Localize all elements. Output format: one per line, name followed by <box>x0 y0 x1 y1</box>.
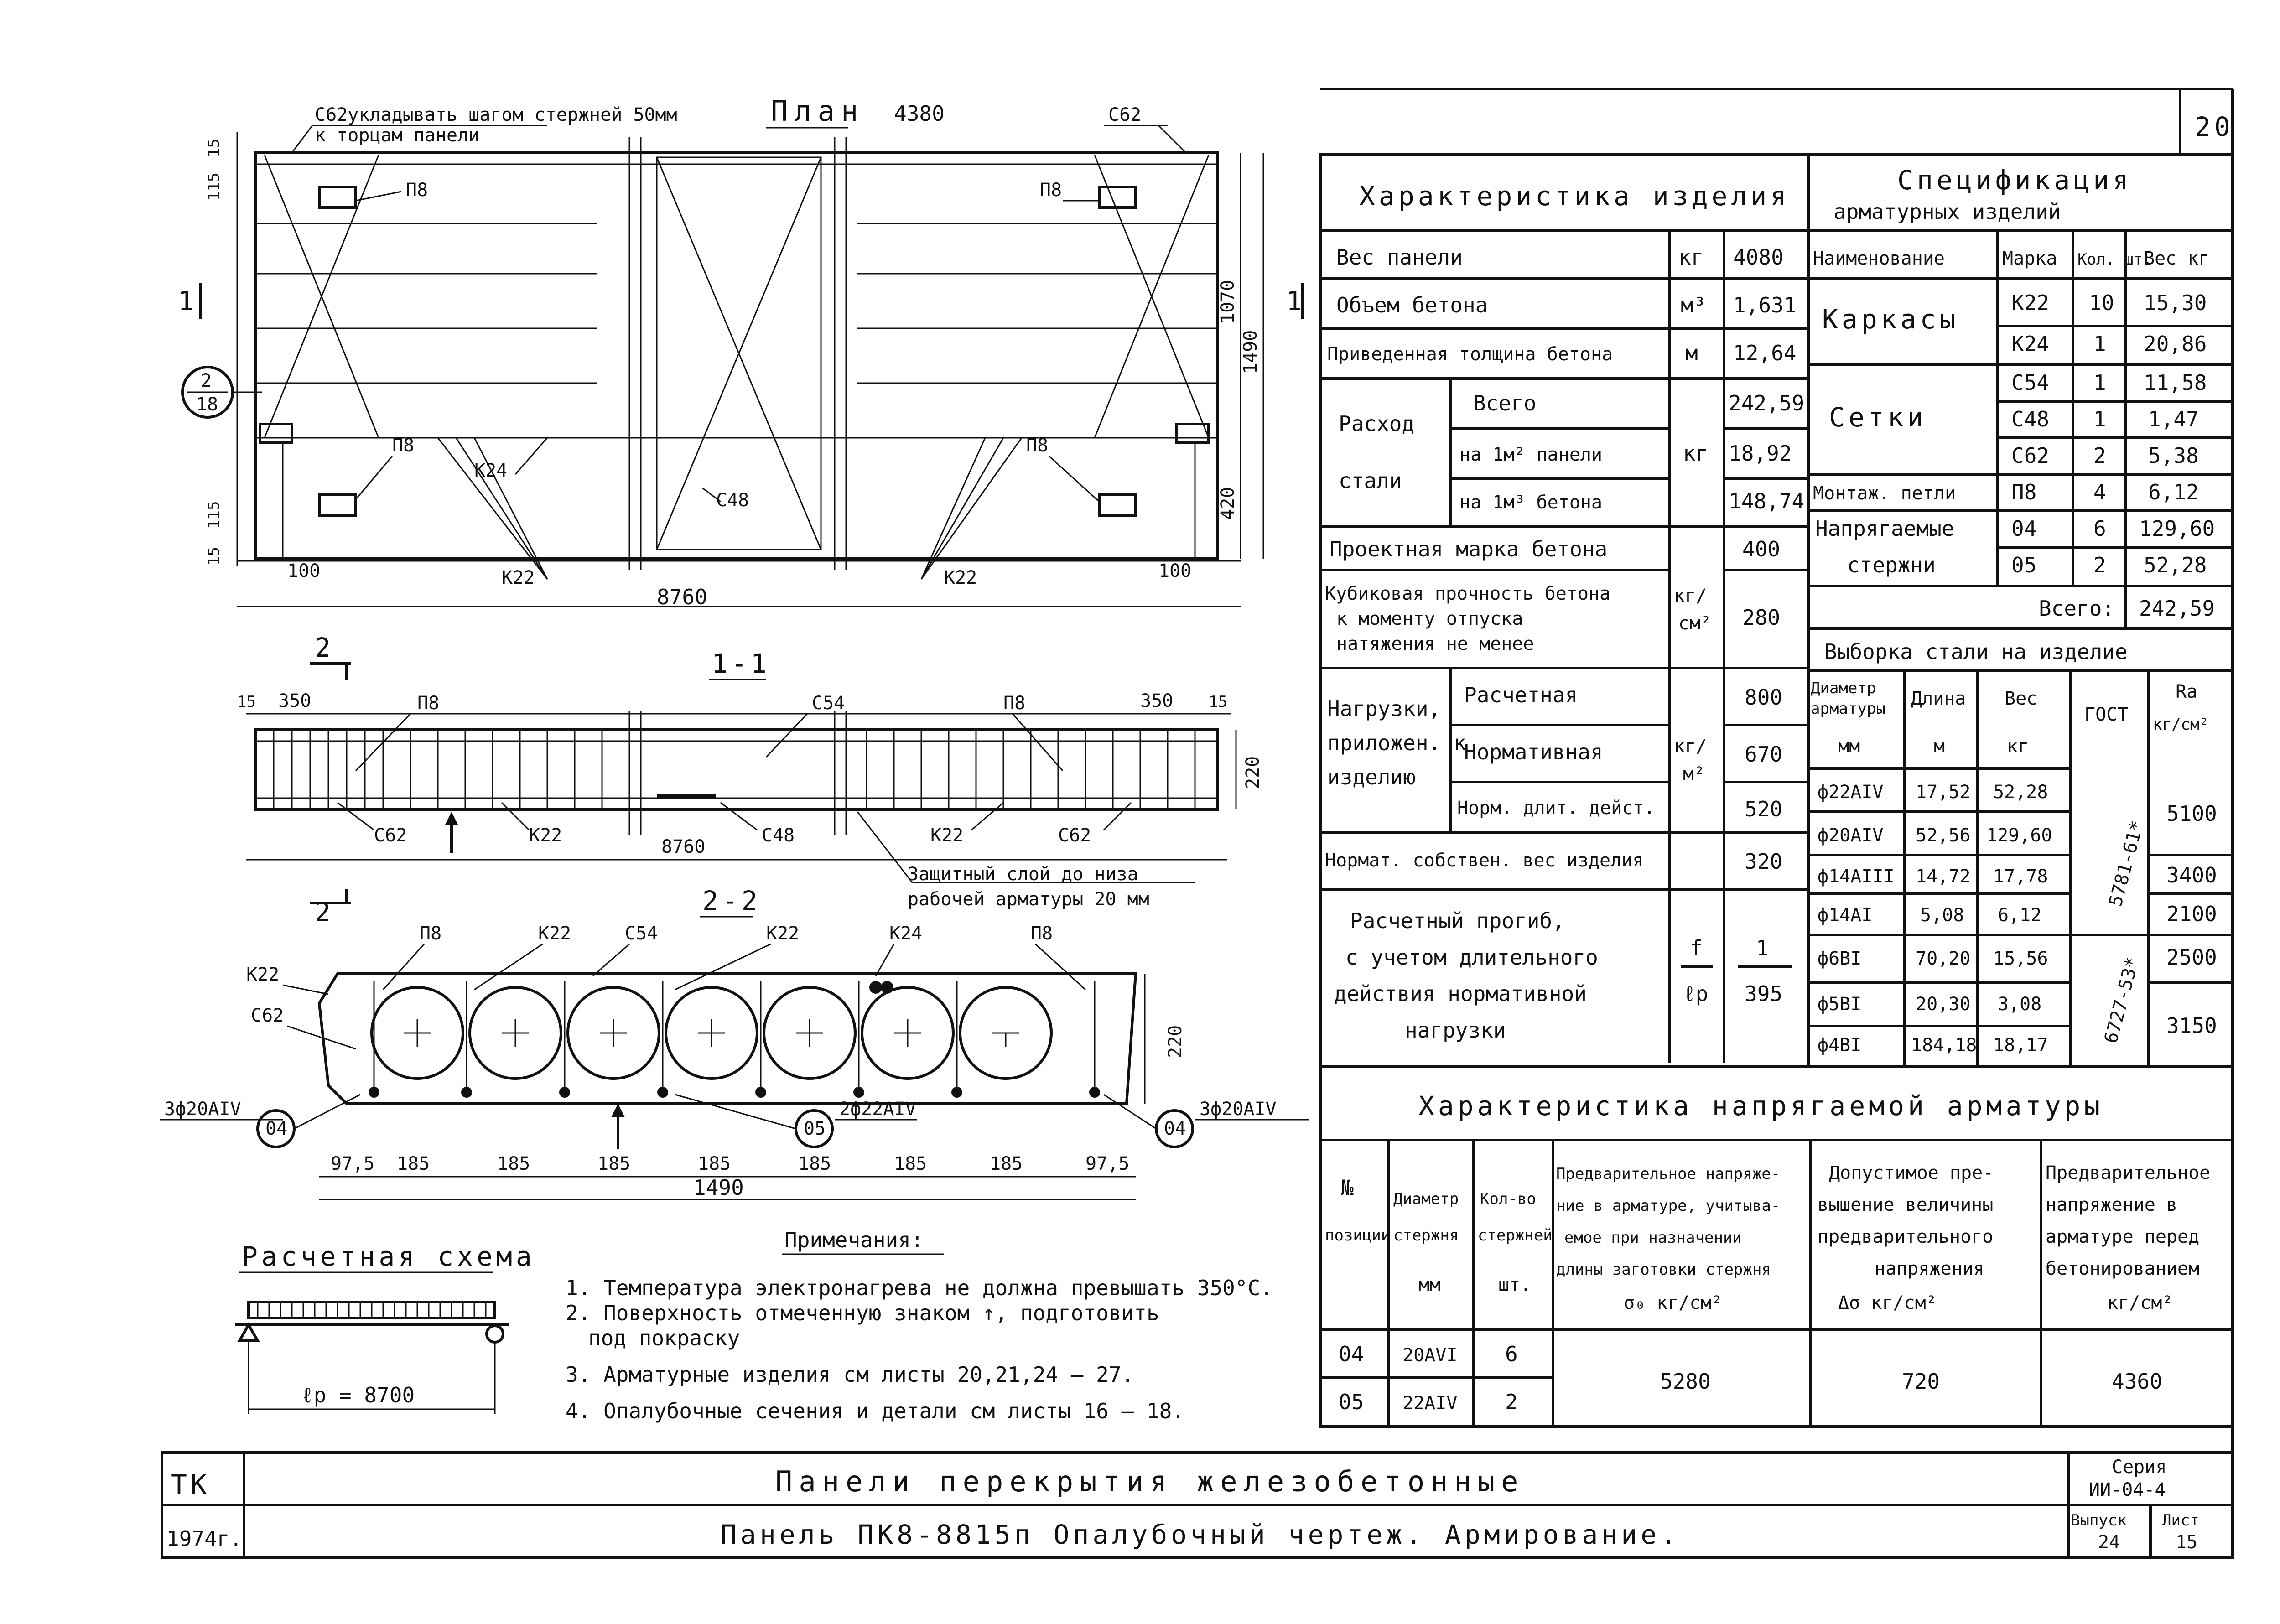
spec-header-mark: Марка <box>2002 248 2057 269</box>
steel-total-name: Всего <box>1473 391 1537 415</box>
title-issue-label: Выпуск <box>2071 1511 2127 1530</box>
deflection-unit-bot: ℓp <box>1683 981 1709 1006</box>
steel-row2-weight: 17,78 <box>1993 866 2048 887</box>
spec-k24-mark: К24 <box>2011 332 2050 356</box>
prestress-row1-diam: 22АIV <box>1402 1393 1458 1414</box>
notes <box>566 1228 1273 1423</box>
prestress-row1-pos: 05 <box>1339 1390 1364 1414</box>
plan-section-mark-right: 1 <box>1286 285 1306 316</box>
grade-value: 400 <box>1742 537 1781 561</box>
title-issue: 24 <box>2098 1532 2120 1553</box>
spec-total-label: Всего: <box>2039 596 2115 621</box>
spec-header-name: Наименование <box>1813 248 1945 269</box>
section22-ribs-cages <box>374 981 1095 1095</box>
title-main: Панели перекрытия железобетонные <box>775 1465 1525 1498</box>
note-2b: под покраску <box>588 1326 740 1350</box>
section22-label-p8-left: П8 <box>420 923 442 944</box>
plan-dim-100-left: 100 <box>287 560 321 581</box>
steel-gost1: 5781-61* <box>2105 818 2148 909</box>
section22-dim-8: 97,5 <box>1085 1153 1130 1174</box>
section22-total: 1490 <box>693 1175 744 1200</box>
prestress-title: Характеристика напрягаемой арматуры <box>1418 1090 2104 1121</box>
spec-k22-mark: К22 <box>2011 291 2050 315</box>
note-1: 1. Температура электронагрева не должна превышать 350°С. <box>566 1276 1273 1300</box>
steel-row0-diam: ф22АIV <box>1818 782 1884 803</box>
plan-detail-bottom: 18 <box>196 394 218 415</box>
row-volume-value: 1,631 <box>1733 293 1797 317</box>
prestress-header-ds-5: Δσ кг/см² <box>1838 1292 1937 1313</box>
section22-pos04-left: 04 <box>265 1118 288 1139</box>
section22-label-p8-right: П8 <box>1031 923 1053 944</box>
load-design-value: 800 <box>1745 685 1783 710</box>
scheme-support-left <box>239 1325 258 1341</box>
plan-label-p8-bl: П8 <box>392 435 415 456</box>
steel-row0-length: 17,52 <box>1916 782 1971 803</box>
steel-ra-2: 2100 <box>2166 902 2217 926</box>
section22-mid-bars: 2ф22АIV <box>839 1099 916 1120</box>
plan-dim-8760: 8760 <box>657 585 707 609</box>
cube-line1: Кубиковая прочность бетона <box>1325 583 1611 604</box>
spec-c48-qty: 1 <box>2093 407 2106 431</box>
title-year: 1974г. <box>166 1526 243 1551</box>
steel-per-m3-name: на 1м³ бетона <box>1459 492 1603 513</box>
title-org: ТК <box>171 1469 210 1500</box>
plan-label-p8-tr: П8 <box>1040 180 1062 201</box>
steel-header-diam-2: арматуры <box>1811 700 1885 718</box>
plan-label-p8-tl: П8 <box>406 180 428 201</box>
steel-row4-length: 70,20 <box>1916 948 1971 969</box>
scheme-load-hatching <box>258 1302 486 1318</box>
note-2: 2. Поверхность отмеченную знаком ↑, подготовить <box>566 1301 1159 1325</box>
title-series: ИИ-04-4 <box>2089 1479 2166 1500</box>
section22-title: 2-2 <box>702 885 761 916</box>
deflection-line1: Расчетный прогиб, <box>1350 908 1565 933</box>
steel-row2-diam: ф14АIII <box>1818 866 1895 887</box>
section11-dim-15-left: 15 <box>237 693 256 711</box>
load-design-name: Расчетная <box>1464 683 1578 707</box>
plan-title: План <box>771 94 865 128</box>
prestress-header-qty-1: Кол-во <box>1480 1190 1536 1208</box>
steel-row5-weight: 3,08 <box>1998 994 2042 1015</box>
steel-row4-diam: ф6ВI <box>1818 948 1862 969</box>
steel-table <box>1808 628 2233 1066</box>
prestress-header-ds-1: Допустимое пре- <box>1829 1162 1994 1183</box>
section22-pos04-right: 04 <box>1164 1118 1186 1139</box>
cube-value: 280 <box>1742 605 1781 630</box>
spec-c62-weight: 5,38 <box>2148 443 2199 468</box>
steel-row4-weight: 15,56 <box>1993 948 2048 969</box>
plan-section-mark-left: 1 <box>178 285 197 316</box>
load-norm-name: Нормативная <box>1464 740 1603 764</box>
deflection-line4: нагрузки <box>1405 1018 1506 1043</box>
deflection-line2: с учетом длительного <box>1345 945 1598 970</box>
section22-right-bars: 3ф20АIV <box>1200 1099 1277 1120</box>
load-long-name: Норм. длит. дейст. <box>1457 798 1655 819</box>
prestress-row0-diam: 20АVI <box>1402 1345 1458 1366</box>
plan-label-k22-left: К22 <box>502 567 535 588</box>
spec-04-qty: 6 <box>2093 516 2106 541</box>
steel-ra-1: 3400 <box>2166 863 2217 887</box>
spec-table <box>1808 154 2233 628</box>
steel-per-m2-value: 18,92 <box>1729 441 1792 466</box>
spec-p8-weight: 6,12 <box>2148 480 2199 504</box>
cube-line2: к моменту отпуска <box>1336 608 1523 629</box>
steel-per-m3-value: 148,74 <box>1729 489 1805 514</box>
section22-dim-5: 185 <box>798 1153 831 1174</box>
spec-header-weight: Вес кг <box>2144 248 2210 269</box>
steel-row3-weight: 6,12 <box>1998 905 2042 926</box>
section11-label-p8-left: П8 <box>417 693 440 714</box>
section22-voids <box>372 987 1051 1079</box>
plan-view <box>178 94 1306 609</box>
sheet-number: 20 <box>2195 111 2234 142</box>
deflection-unit-top: f <box>1690 936 1703 960</box>
section22-dim-6: 185 <box>894 1153 927 1174</box>
loads-line3: изделию <box>1327 765 1416 789</box>
plan-label-c62: С62 <box>1108 104 1142 125</box>
loads-unit-top: кг/ <box>1674 736 1707 757</box>
steel-header-ra: Ra <box>2176 681 2198 702</box>
scheme-span: ℓp = 8700 <box>301 1383 415 1407</box>
prestress-header-s0-2: ние в арматуре, учитыва- <box>1556 1197 1781 1215</box>
spec-c62-mark: С62 <box>2011 443 2050 468</box>
spec-05-weight: 52,28 <box>2144 553 2207 577</box>
section22-label-c62: С62 <box>251 1005 284 1026</box>
product-table-title: Характеристика изделия <box>1359 181 1790 212</box>
prestress-header-s1-5: кг/см² <box>2107 1292 2173 1313</box>
spec-total-value: 242,59 <box>2139 596 2215 621</box>
row-volume-unit: м³ <box>1681 293 1706 317</box>
loads-unit-bot: м² <box>1683 763 1705 784</box>
title-sheet-label: Лист <box>2162 1511 2199 1530</box>
spec-k24-weight: 20,86 <box>2144 332 2207 356</box>
section22-label-k22-left: К22 <box>538 923 571 944</box>
steel-row1-diam: ф20АIV <box>1818 825 1884 846</box>
spec-05-mark: 05 <box>2011 553 2037 577</box>
plan-dim-1490: 1490 <box>1240 330 1261 374</box>
row-volume-name: Объем бетона <box>1336 293 1488 317</box>
steel-row6-length: 184,18 <box>1911 1035 1977 1056</box>
plan-label-c48: С48 <box>716 490 749 511</box>
grade-name: Проектная марка бетона <box>1330 537 1608 561</box>
spec-title-line1: Спецификация <box>1897 165 2133 196</box>
section-2-2 <box>160 885 1309 1200</box>
spec-group-tendons-line2: стержни <box>1847 553 1936 577</box>
spec-title-line2: арматурных изделий <box>1833 199 2061 224</box>
section11-label-k22-left: К22 <box>529 825 562 846</box>
spec-c48-mark: С48 <box>2011 407 2050 431</box>
prestress-header-ds-3: предварительного <box>1818 1226 1994 1247</box>
spec-group-meshes: Сетки <box>1829 402 1927 433</box>
deflection-line3: действия нормативной <box>1334 981 1587 1006</box>
notes-title: Примечания: <box>784 1228 924 1252</box>
prestress-header-diam-1: Диаметр <box>1393 1190 1459 1208</box>
section11-dim-350-right: 350 <box>1140 690 1174 711</box>
spec-group-frames: Каркасы <box>1822 304 1959 335</box>
note-4: 4. Опалубочные сечения и детали см листы 16 – 18. <box>566 1399 1185 1423</box>
steel-row6-diam: ф4ВI <box>1818 1035 1862 1056</box>
spec-p8-mark: П8 <box>2011 480 2037 504</box>
section-1-1 <box>237 632 1263 928</box>
self-weight-value: 320 <box>1745 849 1783 874</box>
steel-ra-0: 5100 <box>2166 801 2217 826</box>
spec-k22-qty: 10 <box>2089 291 2114 315</box>
spec-c54-mark: С54 <box>2011 370 2050 395</box>
spec-05-qty: 2 <box>2093 553 2106 577</box>
steel-header-ra-unit: кг/см² <box>2153 716 2209 734</box>
spec-k22-weight: 15,30 <box>2144 291 2207 315</box>
section11-dim-15-right: 15 <box>1209 693 1227 711</box>
cube-unit-top: кг/ <box>1674 586 1707 607</box>
spec-04-mark: 04 <box>2011 516 2037 541</box>
steel-name-line1: Расход <box>1339 411 1415 436</box>
loads-line2: приложен. к <box>1327 731 1466 755</box>
title-sub: Панель ПК8-8815п Опалубочный чертеж. Армирование. <box>721 1519 1680 1550</box>
section22-dim-0: 97,5 <box>331 1153 375 1174</box>
steel-header-diam-1: Диаметр <box>1811 679 1876 697</box>
section22-bars <box>369 981 1100 1098</box>
prestress-ds: 720 <box>1902 1369 1940 1394</box>
section11-label-c62-right: С62 <box>1058 825 1091 846</box>
prestress-header-s0-3: емое при назначении <box>1564 1229 1742 1247</box>
row-weight-unit: кг <box>1678 245 1704 270</box>
section11-label-c48: С48 <box>762 825 795 846</box>
plan-label-p8-br: П8 <box>1026 435 1049 456</box>
section11-cover-note-line1: Защитный слой до низа <box>908 864 1138 885</box>
steel-name-line2: стали <box>1339 468 1402 493</box>
design-scheme <box>235 1241 535 1414</box>
section22-label-k22-side: К22 <box>246 964 280 985</box>
section11-dim-350-left: 350 <box>278 690 312 711</box>
prestress-s1: 4360 <box>2112 1369 2162 1394</box>
steel-row5-length: 20,30 <box>1916 994 1971 1015</box>
prestress-header-pos-1: № <box>1341 1175 1354 1200</box>
plan-dim-420: 420 <box>1217 487 1238 520</box>
prestress-header-s0-1: Предварительное напряже- <box>1556 1165 1781 1183</box>
section22-pos05: 05 <box>804 1118 826 1139</box>
steel-total-value: 242,59 <box>1729 391 1805 415</box>
prestress-header-qty-2: стержней <box>1478 1226 1553 1245</box>
paint-surface-arrow <box>445 812 458 825</box>
section11-mark-bottom: 2 <box>315 897 334 928</box>
steel-header-weight-unit: кг <box>2007 736 2029 757</box>
section22-left-bars: 3ф20АIV <box>164 1099 241 1120</box>
steel-table-title: Выборка стали на изделие <box>1824 639 2128 664</box>
row-thickness-name: Приведенная толщина бетона <box>1327 344 1613 365</box>
prestress-table <box>1320 1066 2233 1427</box>
prestress-header-ds-4: напряжения <box>1875 1258 1984 1279</box>
prestress-header-qty-3: шт. <box>1498 1274 1532 1295</box>
section11-label-p8-right: П8 <box>1003 693 1026 714</box>
spec-k24-qty: 1 <box>2093 332 2106 356</box>
steel-header-diam-3: мм <box>1838 736 1860 757</box>
steel-row5-diam: ф5ВI <box>1818 994 1862 1015</box>
prestress-header-s1-2: напряжение в <box>2046 1194 2177 1215</box>
plan-dim-115-top: 115 <box>205 172 223 201</box>
steel-row6-weight: 18,17 <box>1993 1035 2048 1056</box>
steel-unit: кг <box>1683 441 1709 466</box>
row-thickness-unit: м <box>1685 341 1698 365</box>
steel-row3-diam: ф14АI <box>1818 905 1873 926</box>
section11-dim-8760: 8760 <box>661 836 706 857</box>
prestress-header-s1-3: арматуре перед <box>2046 1226 2200 1247</box>
plan-note-line2: к торцам панели <box>315 125 480 146</box>
row-weight-name: Вес панели <box>1336 245 1463 270</box>
section22-dim-2: 185 <box>497 1153 530 1174</box>
section11-cover-note-line2: рабочей арматуры 20 мм <box>908 889 1149 910</box>
spec-header-qty: Кол. шт. <box>2077 250 2152 269</box>
steel-row1-length: 52,56 <box>1916 825 1971 846</box>
row-thickness-value: 12,64 <box>1733 341 1797 365</box>
section22-dim-3: 185 <box>597 1153 631 1174</box>
section11-title: 1-1 <box>712 648 770 679</box>
prestress-row0-qty: 6 <box>1505 1342 1518 1366</box>
plan-dim-115-bot: 115 <box>205 501 223 529</box>
plan-label-k24: К24 <box>474 460 508 481</box>
steel-header-weight: Вес <box>2005 688 2038 709</box>
loads-line1: Нагрузки, <box>1327 696 1441 721</box>
spec-group-loops: Монтаж. петли <box>1813 483 1956 504</box>
plan-label-k22-right: К22 <box>944 567 977 588</box>
steel-row2-length: 14,72 <box>1916 866 1971 887</box>
steel-gost2: 6727-53* <box>2100 955 2144 1046</box>
section11-dim-220: 220 <box>1242 756 1263 789</box>
section22-dim-4: 185 <box>698 1153 731 1174</box>
spec-p8-qty: 4 <box>2093 480 2106 504</box>
spec-04-weight: 129,60 <box>2139 516 2215 541</box>
plan-dim-4380: 4380 <box>894 101 945 126</box>
section22-label-c54: С54 <box>625 923 658 944</box>
steel-row0-weight: 52,28 <box>1993 782 2048 803</box>
steel-ra-4: 3150 <box>2166 1013 2217 1038</box>
spec-c48-weight: 1,47 <box>2148 407 2199 431</box>
prestress-s0: 5280 <box>1660 1369 1711 1394</box>
section22-dim-220: 220 <box>1165 1025 1186 1058</box>
plan-dim-15-top: 15 <box>205 139 223 157</box>
prestress-header-pos-2: позиции <box>1325 1226 1391 1245</box>
self-weight-name: Нормат. собствен. вес изделия <box>1325 850 1644 871</box>
prestress-header-s0-5: σ₀ кг/см² <box>1624 1292 1723 1313</box>
plan-dim-100-right: 100 <box>1158 560 1192 581</box>
plan-dim-15-bot: 15 <box>205 547 223 566</box>
prestress-header-s1-1: Предварительное <box>2046 1162 2211 1183</box>
section22-dim-1: 185 <box>397 1153 430 1174</box>
load-norm-value: 670 <box>1745 742 1783 767</box>
steel-ra-3: 2500 <box>2166 945 2217 970</box>
section22-dim-7: 185 <box>990 1153 1023 1174</box>
spec-group-tendons-line1: Напрягаемые <box>1815 516 1954 541</box>
section22-paint-arrow <box>611 1104 625 1117</box>
prestress-header-s1-4: бетонированием <box>2046 1258 2200 1279</box>
spec-c62-qty: 2 <box>2093 443 2106 468</box>
title-block <box>162 1453 2233 1557</box>
steel-row3-length: 5,08 <box>1920 905 1964 926</box>
section22-label-k24: К24 <box>889 923 923 944</box>
product-table <box>1320 154 1808 1066</box>
steel-header-length-unit: м <box>1934 736 1945 757</box>
section11-label-c54: С54 <box>812 693 845 714</box>
plan-detail-top: 2 <box>201 370 212 391</box>
plan-note-line1: С62укладывать шагом стержней 50мм <box>315 104 677 125</box>
note-3: 3. Арматурные изделия см листы 20,21,24 – 27. <box>566 1362 1134 1387</box>
scheme-title: Расчетная схема <box>242 1241 535 1272</box>
prestress-row1-qty: 2 <box>1505 1390 1518 1414</box>
deflection-value-bot: 395 <box>1745 981 1783 1006</box>
scheme-support-right <box>487 1326 503 1342</box>
title-series-label: Серия <box>2112 1457 2167 1478</box>
steel-header-length: Длина <box>1911 688 1966 709</box>
cube-line3: натяжения не менее <box>1336 633 1534 654</box>
steel-header-gost: ГОСТ <box>2084 704 2129 725</box>
section11-mark-top: 2 <box>315 632 334 663</box>
prestress-header-diam-2: стержня <box>1393 1226 1459 1245</box>
title-sheet: 15 <box>2176 1532 2198 1553</box>
steel-row1-weight: 129,60 <box>1986 825 2052 846</box>
row-weight-value: 4080 <box>1733 245 1784 270</box>
cube-unit-bot: см² <box>1678 613 1712 634</box>
load-long-value: 520 <box>1745 797 1783 821</box>
spec-c54-qty: 1 <box>2093 370 2106 395</box>
prestress-row0-pos: 04 <box>1339 1342 1364 1366</box>
prestress-header-ds-2: вышение величины <box>1818 1194 1994 1215</box>
prestress-header-diam-3: мм <box>1418 1274 1441 1295</box>
section22-label-k22-right: К22 <box>766 923 800 944</box>
section11-label-k22-right: К22 <box>930 825 964 846</box>
spec-c54-weight: 11,58 <box>2144 370 2207 395</box>
steel-per-m2-name: на 1м² панели <box>1459 444 1603 465</box>
prestress-header-s0-4: длины заготовки стержня <box>1556 1261 1771 1279</box>
plan-dim-1070: 1070 <box>1217 280 1238 324</box>
section11-label-c62-left: С62 <box>374 825 407 846</box>
deflection-value-top: 1 <box>1756 936 1769 960</box>
